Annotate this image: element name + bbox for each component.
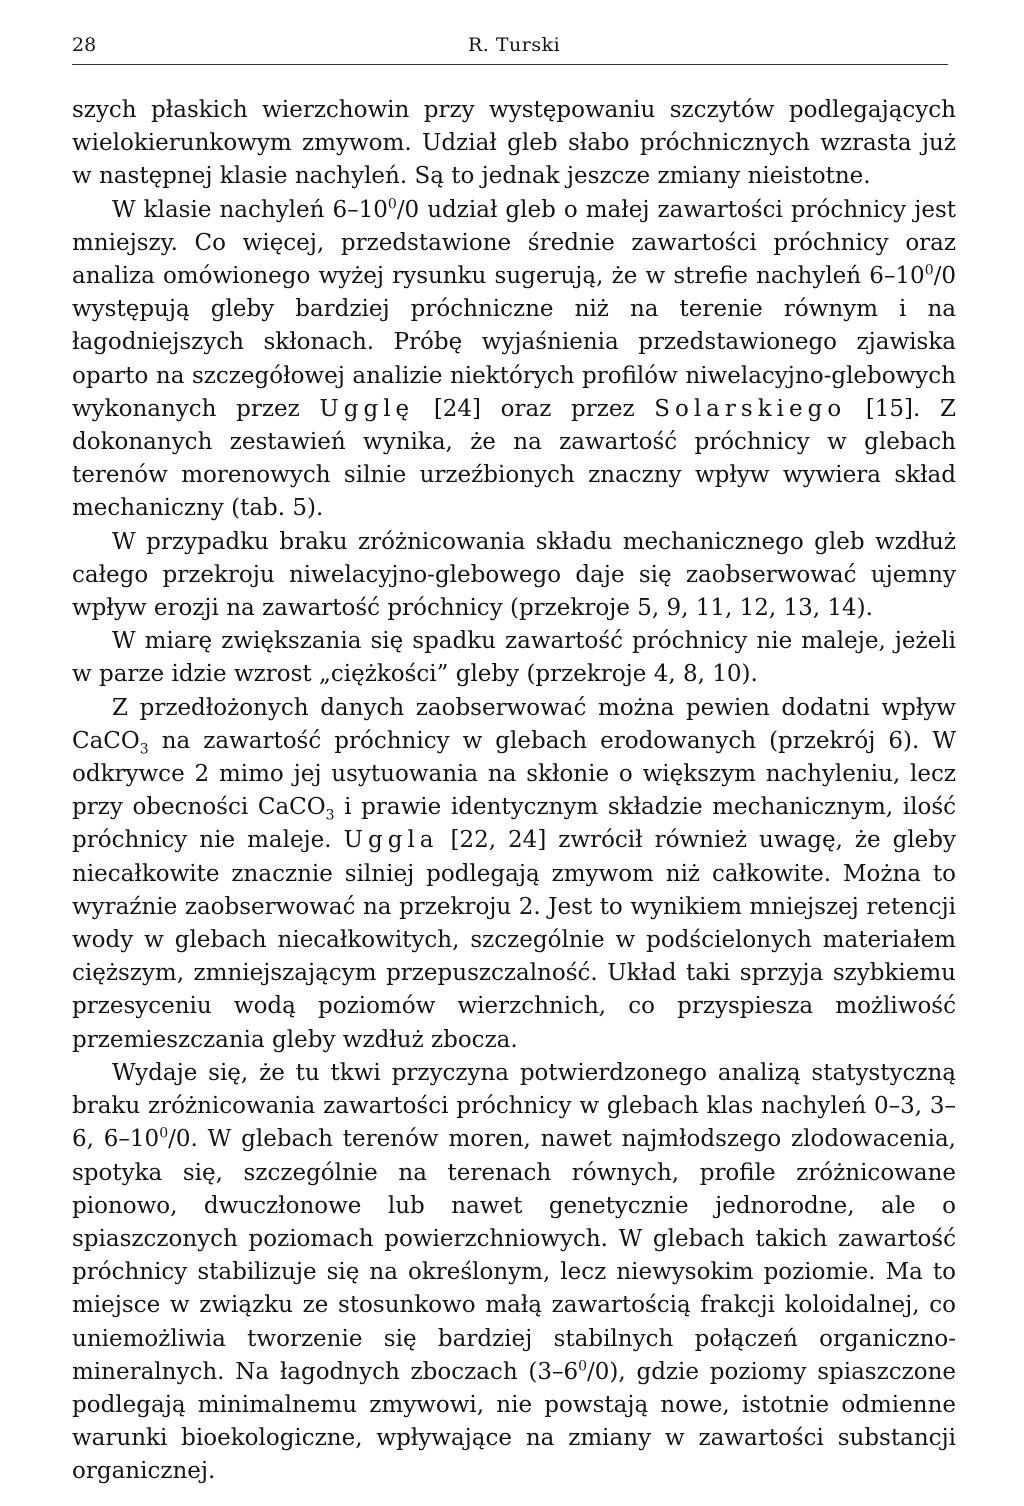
paragraph <box>72 194 956 526</box>
superscript: 0 <box>387 195 397 212</box>
superscript: 0 <box>924 262 934 279</box>
page-header <box>72 30 956 62</box>
subscript: 3 <box>139 741 149 758</box>
spaced-name: Solarskiego <box>654 395 847 422</box>
paragraph <box>72 526 956 626</box>
body-text <box>72 94 956 1489</box>
subscript: 3 <box>325 807 335 824</box>
superscript: 0 <box>578 1358 588 1375</box>
document-page <box>72 30 957 1485</box>
page-number: 28 <box>72 34 97 56</box>
text-run: W miarę zwiększania się spadku zawartość próchnicy nie maleje, jeżeli w parze idzie wzrost „ciężkości” gleby (przekroje 4, 8, 10). <box>72 628 956 688</box>
text-run: Z przedłożonych danych zaobserwować można pewien dodatni wpływ CaCO <box>72 694 956 754</box>
text-run: [15]. Z dokonanych zestawień wynika, że na zawartość próchnicy w glebach terenów morenowych silnie urzeźbionych znaczny wpływ wywiera skład mechaniczny (tab. 5). <box>72 395 956 522</box>
paragraph <box>72 692 956 1057</box>
text-run: /0 udział gleb o małej zawartości próchnicy jest mniejszy. Co więcej, przedstawione średnie zawartości próchnicy oraz analiza omówionego wyżej rysunku sugerują, że w strefie nachyleń 6–10 <box>72 196 956 290</box>
text-run: /0 występują gleby bardziej próchniczne niż na terenie równym i na łagodniejszych skłonach. Próbę wyjaśnienia przedstawionego zjawiska oparto na szczegółowej analizie niektórych profilów niwelacyjno-glebowych wykonanych przez <box>72 263 956 422</box>
text-run: i prawie identycznym składzie mechanicznym, ilość próchnicy nie maleje. <box>72 794 957 854</box>
text-run: [24] oraz przez <box>414 395 655 422</box>
spaced-name: Uggla <box>343 827 439 854</box>
text-run: szych płaskich wierzchowin przy występowaniu szczytów podlegających wielokierunkowym zmywom. Udział gleb słabo próchnicznych wzrasta już w następnej klasie nachyleń. Są to jednak jeszcze zmiany nieistotne. <box>72 97 956 190</box>
superscript: 0 <box>159 1125 169 1142</box>
text-run: Wydaje się, że tu tkwi przyczyna potwierdzonego analizą statystyczną braku zróżnicowania zawartości próchnicy w glebach klas nachyleń 0–3, 3–6, 6–10 <box>72 1059 956 1153</box>
spaced-name: Ugglę <box>319 395 415 422</box>
text-run: W klasie nachyleń 6–10 <box>112 196 388 223</box>
paragraph <box>72 1057 956 1489</box>
running-head: R. Turski <box>468 34 561 56</box>
text-run: W przypadku braku zróżnicowania składu mechanicznego gleb wzdłuż całego przekroju niwelacyjno-glebowego daje się zaobserwować ujemny wpływ erozji na zawartość próchnicy (przekroje 5, 9, 11, 12, 13, 14). <box>72 528 956 622</box>
header-rule <box>72 64 948 65</box>
text-run: /0. W glebach terenów moren, nawet najmłodszego zlodowacenia, spotyka się, szczególnie na terenach równych, profile zróżnicowane pionowo, dwuczłonowe lub nawet genetycznie jednorodne, ale o spiaszczonych poziomach powierzchniowych. W glebach takich zawartość próchnicy stabilizuje się na określonym, lecz niewysokim poziomie. Ma to miejsce w związku ze stosunkowo małą zawartością frakcji koloidalnej, co uniemożliwia tworzenie się bardziej stabilnych połączeń organiczno-mineralnych. Na łagodnych zboczach (3–6 <box>72 1126 956 1385</box>
paragraph <box>72 625 956 691</box>
text-run: na zawartość próchnicy w glebach erodowanych (przekrój 6). W odkrywce 2 mimo jej usytuowania na skłonie o większym nachyleniu, lecz przy obecności CaCO <box>72 727 956 821</box>
text-run: /0), gdzie poziomy spiaszczone podlegają minimalnemu zmywowi, nie powstają nowe, istotnie odmienne warunki bioekologiczne, wpływające na zmiany w zawartości substancji organicznej. <box>72 1358 956 1485</box>
text-run: [22, 24] zwrócił również uwagę, że gleby niecałkowite znacznie silniej podlegają zmywom niż całkowite. Można to wyraźnie zaobserwować na przekroju 2. Jest to wynikiem mniejszej retencji wody w glebach niecałkowitych, szczególnie w podścielonych materiałem cięższym, zmniejszającym przepuszczalność. Układ taki sprzyja szybkiemu przesyceniu wodą poziomów wierzchnich, co przyspiesza możliwość przemieszczania gleby wzdłuż zbocza. <box>72 827 957 1053</box>
paragraph <box>72 94 956 194</box>
